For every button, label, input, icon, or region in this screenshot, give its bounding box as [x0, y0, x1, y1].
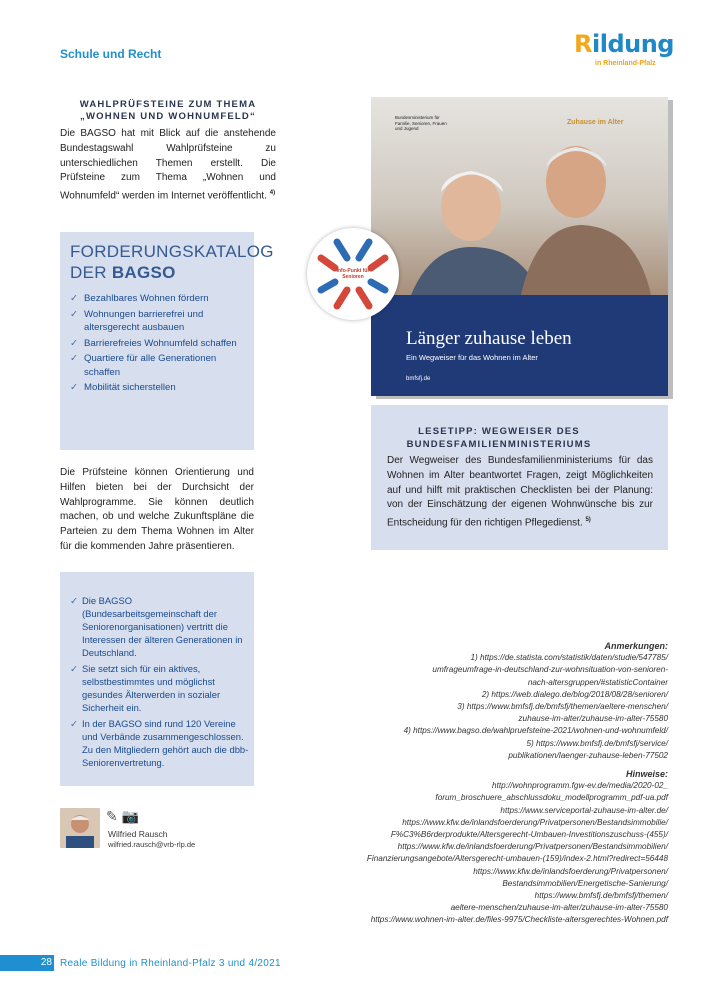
check-icon: ✓ — [70, 718, 78, 729]
check-icon: ✓ — [70, 353, 79, 364]
list-item-text: In der BAGSO sind rund 120 Vereine und Verbände zusammengeschlossen. Zu den Mitgliedern gehört auch die dbb-Seniorenvertretung. — [82, 718, 249, 768]
paragraph: Der Wegweiser des Bundesfamilienministeriums für das Wohnen im Alter beantwortet Fragen, zeigt Möglichkeiten auf und hilft mit praktischen Checklisten bei der Planung: von der Einschätzung der eigenen Wohnwünsche bis zur Entscheidung für den richtigen Pflegedienst. — [387, 455, 653, 529]
check-icon: ✓ — [70, 595, 78, 606]
list-item — [70, 717, 252, 769]
anmerkung-line[interactable]: nach-altersgruppen/#statisticContainer — [527, 677, 668, 687]
author-name: Wilfried Rausch — [108, 829, 168, 839]
hinweis-line[interactable]: https://www.kfw.de/inlandsfoerderung/Privatpersonen/ — [473, 866, 668, 876]
title-line: DER — [70, 263, 112, 282]
list-item-text: Die BAGSO (Bundesarbeitsgemeinschaft der Seniorenorganisationen) vertritt die Interessen der älteren Generationen in Deutschland. — [82, 595, 243, 658]
check-icon: ✓ — [70, 293, 79, 304]
heading-line: LESETIPP: WEGWEISER DES — [418, 426, 580, 437]
hinweis-line[interactable]: Finanzierungsangebote/Altersgerecht-umbauen-(159)/index-2.html?redirect=56448 — [366, 854, 668, 864]
list-item-text: Wohnungen barrierefrei und altersgerecht ausbauen — [84, 308, 204, 333]
list-item — [70, 337, 252, 351]
anmerkungen-heading: Anmerkungen: — [604, 641, 668, 651]
brochure-cover — [371, 97, 668, 396]
pen-icon: ✎ — [106, 808, 122, 824]
heading-line: „WOHNEN UND WOHNUMFELD“ — [80, 111, 256, 122]
camera-icon: 📷 — [121, 808, 144, 824]
author-email[interactable]: wilfried.rausch@vrb-rlp.de — [108, 840, 196, 849]
hinweis-line[interactable]: F%C3%B6rderprodukte/Altersgerecht-Umbauen-Investitionszuschuss-(455)/ — [390, 830, 668, 840]
author-icons — [106, 808, 143, 825]
wahlpruefsteine-heading — [60, 99, 276, 123]
hinweis-line[interactable]: Bestandsimmobilien/Energetische-Sanierung/ — [502, 878, 668, 888]
anmerkung-line[interactable]: 5) https://www.bmfsfj.de/bmfsfj/service/ — [526, 738, 668, 748]
footnote-ref: 4) — [269, 190, 276, 197]
author-photo — [60, 808, 100, 848]
anmerkung-line[interactable]: umfrageumfrage-in-deutschland-zur-wohnsituation-von-senioren- — [432, 665, 668, 675]
hinweis-line[interactable]: aeltere-menschen/zuhause-im-alter/zuhause-im-alter-75580 — [450, 903, 668, 913]
check-icon: ✓ — [70, 382, 79, 393]
list-item — [70, 594, 252, 659]
heading-line: WAHLPRÜFSTEINE ZUM THEMA — [79, 99, 257, 110]
footnote-ref: 5) — [585, 517, 591, 524]
badge-label: Info-Punkt für Senioren — [336, 268, 370, 280]
forderungskatalog-title — [70, 241, 274, 283]
info-punkt-badge — [307, 228, 399, 320]
logo-word: ildung — [591, 30, 674, 58]
list-item-text: Mobilität sicherstellen — [84, 382, 176, 393]
list-item — [70, 292, 252, 306]
cover-subtitle: Ein Wegweiser für das Wohnen im Alter — [406, 353, 538, 362]
anmerkung-line[interactable]: 3) https://www.bmfsfj.de/bmfsfj/themen/aeltere-menschen/ — [457, 702, 668, 712]
lesetipp-heading — [371, 425, 627, 451]
hinweise-heading: Hinweise: — [625, 769, 668, 780]
magazine-logo — [574, 30, 684, 76]
hinweis-line[interactable]: https://www.serviceportal-zuhause-im-alter.de/ — [500, 805, 668, 815]
anmerkung-line[interactable]: 1) https://de.statista.com/statistik/daten/studie/547785/ — [470, 653, 668, 663]
list-item — [70, 308, 252, 335]
anmerkung-line[interactable]: 4) https://www.bagso.de/wahlpruefsteine-2021/wohnen-und-wohnumfeld/ — [403, 726, 668, 736]
check-icon: ✓ — [70, 308, 79, 320]
hinweis-line[interactable]: http://wohnprogramm.fgw-ev.de/media/2020-02_ — [492, 781, 668, 791]
hinweis-line[interactable]: https://www.wohnen-im-alter.de/files-9975/Checkliste-altersgerechtes-Wohnen.pdf — [370, 915, 668, 925]
section-label: Schule und Recht — [60, 47, 162, 61]
cover-brand: Zuhause im Alter — [567, 119, 624, 126]
title-line: FORDERUNGSKATALOG — [70, 242, 274, 261]
list-item — [70, 662, 252, 714]
anmerkung-line[interactable]: 2) https://web.dialego.de/blog/2018/08/28/senioren/ — [481, 689, 668, 699]
heading-line: BUNDESFAMILIENMINISTERIUMS — [406, 439, 592, 450]
logo-letter: R — [574, 30, 592, 58]
cover-ministry: Bundesministerium für Familie, Senioren, Frauen und Jugend — [395, 115, 447, 131]
list-item — [70, 352, 252, 379]
paragraph: Die BAGSO hat mit Blick auf die anstehende Bundestagswahl Wahlprüfsteine zu unterschiedlichen Themen erstellt. Die Prüfsteine zum Thema „Wohnen und Wohnumfeld“ werden im Internet veröffentlicht. — [60, 128, 276, 202]
anmerkung-line[interactable]: publikationen/laenger-zuhause-leben-77502 — [508, 750, 668, 760]
list-item-text: Quartiere für alle Generationen schaffen — [84, 353, 217, 378]
page-number: 28 — [40, 957, 52, 968]
cover-title: Länger zuhause leben — [406, 328, 572, 349]
check-icon: ✓ — [70, 663, 78, 674]
wahlpruefsteine-text — [60, 127, 276, 204]
hinweis-line[interactable]: https://www.bmfsfj.de/bmfsfj/themen/ — [534, 891, 668, 901]
logo-subtitle: in Rheinland-Pfalz — [595, 60, 656, 67]
hinweis-line[interactable]: https://www.kfw.de/inlandsfoerderung/Privatpersonen/Bestandsimmobilie/ — [402, 817, 668, 827]
list-item — [70, 381, 252, 395]
pruefsteine-text: Die Prüfsteine können Orientierung und Hilfen bieten bei der Durchsicht der Wahlprogramme. Sie können deutlich machen, ob und welche Zukunftspläne die Parteien zu dem Thema Wohnen im Alter für die kommenden Jahre präsentieren. — [60, 467, 254, 552]
cover-footer: bmfsfj.de — [406, 376, 431, 382]
bagso-info-list — [70, 594, 252, 772]
lesetipp-text — [387, 454, 653, 531]
forderungskatalog-list — [70, 292, 252, 397]
list-item-text: Barrierefreies Wohnumfeld schaffen — [84, 337, 237, 349]
references — [300, 640, 668, 927]
hinweis-line[interactable]: forum_broschuere_abschlussdoku_modellprogramm_pdf-ua.pdf — [435, 793, 668, 803]
footer-publication: Reale Bildung in Rheinland-Pfalz 3 und 4/2021 — [60, 958, 281, 969]
title-bold: BAGSO — [111, 263, 176, 282]
list-item-text: Bezahlbares Wohnen fördern — [84, 293, 209, 304]
anmerkung-line[interactable]: zuhause-im-alter/zuhause-im-alter-75580 — [518, 714, 668, 724]
hinweis-line[interactable]: https://www.kfw.de/inlandsfoerderung/Privatpersonen/Bestandsimmobilien/ — [397, 842, 668, 852]
list-item-text: Sie setzt sich für ein aktives, selbstbestimmtes und möglichst gesundes Älterwerden in sozialer Sicherheit ein. — [82, 663, 221, 713]
check-icon: ✓ — [70, 337, 79, 349]
